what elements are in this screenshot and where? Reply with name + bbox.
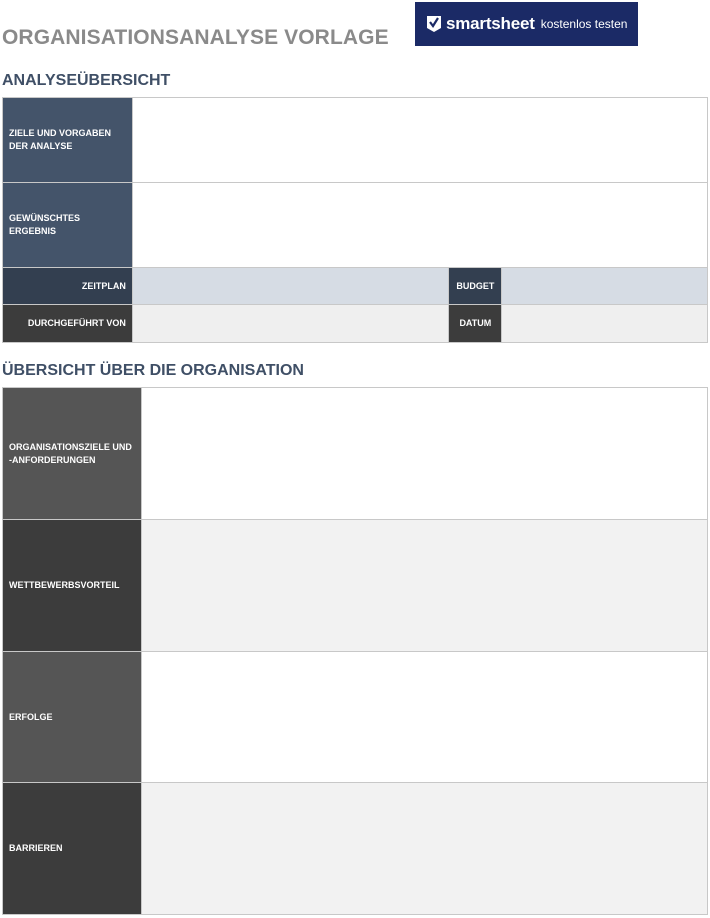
competitive-advantage-field[interactable]: [141, 520, 707, 652]
page-title: ORGANISATIONSANALYSE VORLAGE: [2, 26, 389, 49]
smartsheet-trial-banner[interactable]: [415, 2, 638, 46]
barriers-field[interactable]: [141, 783, 707, 915]
schedule-field[interactable]: [132, 268, 448, 305]
goals-field[interactable]: [132, 98, 707, 183]
performed-by-field[interactable]: [132, 305, 448, 343]
successes-label: ERFOLGE: [3, 652, 142, 783]
goals-label: ZIELE UND VORGABEN DER ANALYSE: [3, 98, 133, 183]
barriers-label: BARRIEREN: [3, 783, 142, 915]
schedule-label: ZEITPLAN: [3, 268, 133, 305]
banner-cta: kostenlos testen: [540, 17, 628, 31]
organization-overview-table: [2, 387, 708, 915]
date-label: DATUM: [449, 305, 502, 343]
budget-field[interactable]: [502, 268, 708, 305]
org-goals-label: ORGANISATIONSZIELE UND -ANFORDERUNGEN: [3, 388, 142, 520]
successes-field[interactable]: [141, 652, 707, 783]
result-field[interactable]: [132, 183, 707, 268]
competitive-advantage-label: WETTBEWERBSVORTEIL: [3, 520, 142, 652]
analysis-overview-table: [2, 97, 708, 343]
banner-brand: smartsheet: [446, 14, 535, 33]
budget-label: BUDGET: [449, 268, 502, 305]
performed-by-label: DURCHGEFÜHRT VON: [3, 305, 133, 343]
section-title-organization: ÜBERSICHT ÜBER DIE ORGANISATION: [2, 362, 304, 379]
date-field[interactable]: [502, 305, 708, 343]
smartsheet-logo-icon: [427, 16, 441, 32]
section-title-analysis: ANALYSEÜBERSICHT: [2, 72, 171, 89]
result-label: GEWÜNSCHTES ERGEBNIS: [3, 183, 133, 268]
org-goals-field[interactable]: [141, 388, 707, 520]
